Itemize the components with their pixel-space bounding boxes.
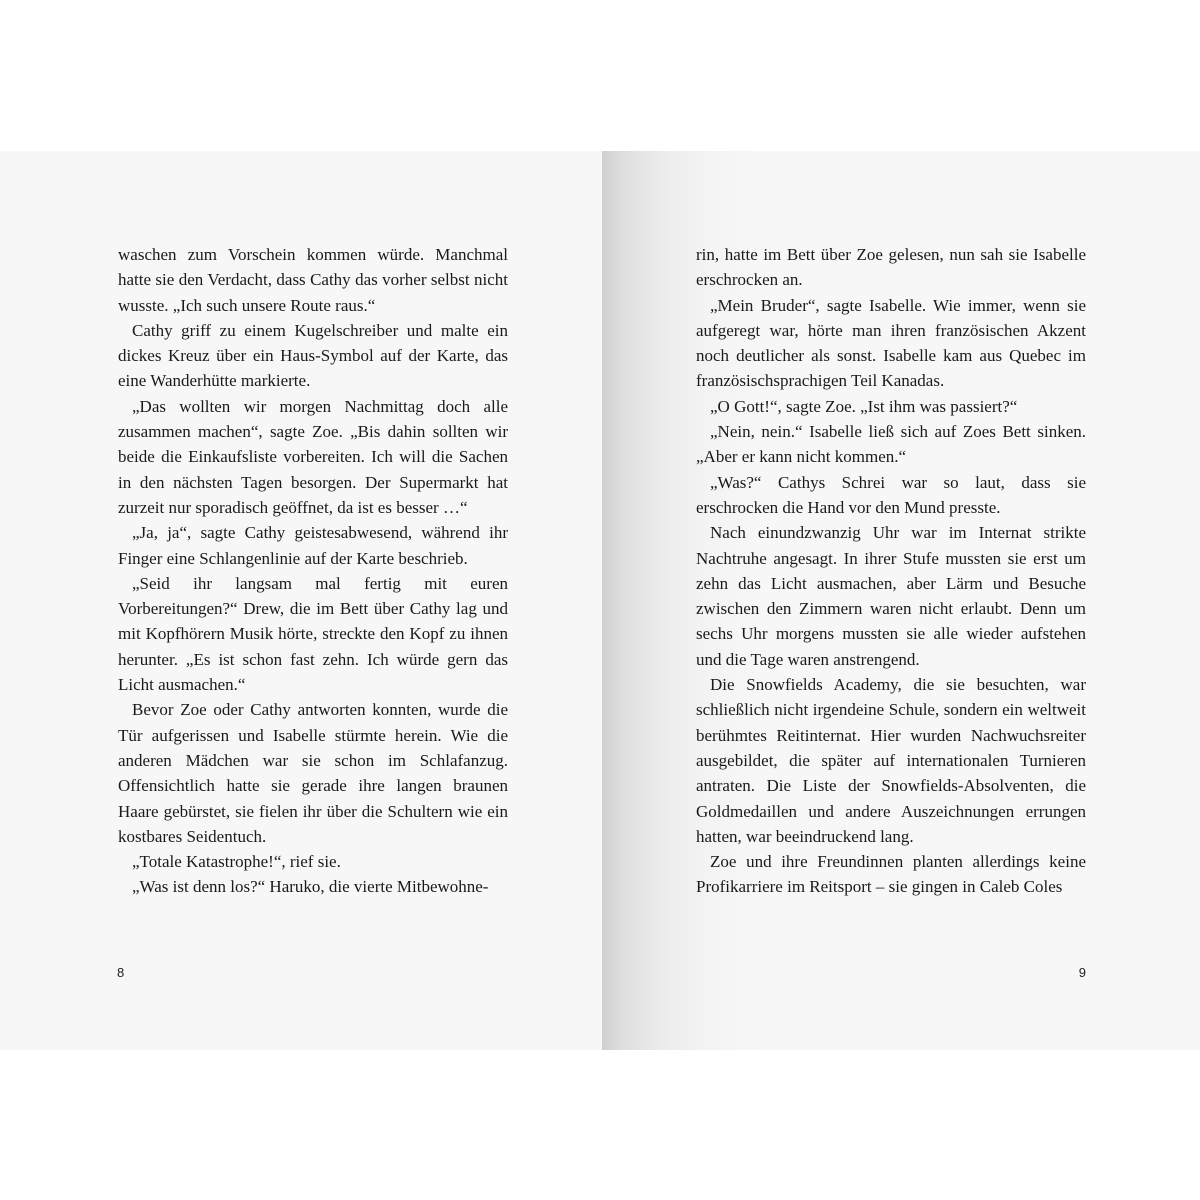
paragraph: Die Snowfields Academy, die sie besuchten, war schließlich nicht irgendeine Schule, sondern ein weltweit berühmtes Reitinternat. Hier wurden Nachwuchsreiter ausgebildet, die später auf internationalen Turnieren antraten. Die Liste der Snowfields-Absolventen, die Goldmedaillen und andere Auszeichnungen errungen hatten, war beeindruckend lang. — [696, 675, 1086, 846]
page-number: 9 — [1078, 965, 1086, 980]
paragraph: „Ja, ja“, sagte Cathy geistesabwesend, während ihr Finger eine Schlangenlinie auf der Karte beschrieb. — [118, 523, 508, 568]
paragraph: Nach einundzwanzig Uhr war im Internat strikte Nachtruhe angesagt. In ihrer Stufe mussten sie erst um zehn das Licht ausmachen, aber Lärm und Besuche zwischen den Zimmern waren nicht erlaubt. Denn um sechs Uhr morgens mussten sie alle wieder aufstehen und die Tage waren anstrengend. — [696, 523, 1086, 669]
paragraph: „Seid ihr langsam mal fertig mit euren Vorbereitungen?“ Drew, die im Bett über Cathy lag und mit Kopfhörern Musik hörte, streckte den Kopf zu ihnen herunter. „Es ist schon fast zehn. Ich würde gern das Licht ausmachen.“ — [118, 573, 508, 695]
paragraph: waschen zum Vorschein kommen würde. Manchmal hatte sie den Verdacht, dass Cathy das vorher selbst nicht wusste. „Ich such unsere Route raus.“ — [118, 245, 508, 315]
paragraph: „Nein, nein.“ Isabelle ließ sich auf Zoes Bett sinken. „Aber er kann nicht kommen.“ — [696, 422, 1086, 467]
paragraph: Cathy griff zu einem Kugelschreiber und malte ein dickes Kreuz über ein Haus-Symbol auf der Karte, das eine Wanderhütte markierte. — [118, 320, 508, 391]
paragraph: „Was?“ Cathys Schrei war so laut, dass sie erschrocken die Hand vor den Mund presste. — [696, 472, 1086, 517]
paragraph: „Das wollten wir morgen Nachmittag doch alle zusammen machen“, sagte Zoe. „Bis dahin sollten wir beide die Einkaufsliste vorbereiten. Ich will die Sachen in den nächsten Tagen besorgen. Der Supermarkt hat zurzeit nur sporadisch geöffnet, da ist es besser …“ — [118, 396, 508, 517]
paragraph: „Was ist denn los?“ Haruko, die vierte Mitbewohne- — [132, 877, 489, 897]
left-page — [0, 151, 602, 1050]
page-number: 8 — [117, 965, 125, 980]
left-page-text — [118, 242, 508, 900]
paragraph: „O Gott!“, sagte Zoe. „Ist ihm was passiert?“ — [710, 396, 1018, 416]
book-spread — [0, 151, 1200, 1050]
paragraph: Zoe und ihre Freundinnen planten allerdings keine Profikarriere im Reitsport – sie gingen in Caleb Coles — [696, 852, 1086, 897]
paragraph: „Totale Katastrophe!“, rief sie. — [132, 852, 341, 872]
right-page-text — [696, 242, 1086, 900]
paragraph: Bevor Zoe oder Cathy antworten konnten, wurde die Tür aufgerissen und Isabelle stürmte herein. Wie die anderen Mädchen war sie schon im Schlafanzug. Offensichtlich hatte sie gerade ihre langen braunen Haare gebürstet, sie fielen ihr über die Schultern wie ein kostbares Seidentuch. — [118, 700, 508, 846]
paragraph: rin, hatte im Bett über Zoe gelesen, nun sah sie Isabelle erschrocken an. — [696, 245, 1086, 290]
paragraph: „Mein Bruder“, sagte Isabelle. Wie immer, wenn sie aufgeregt war, hörte man ihren französischen Akzent noch deutlicher als sonst. Isabelle kam aus Quebec im französischsprachigen Teil Kanadas. — [696, 295, 1086, 391]
right-page — [602, 151, 1200, 1050]
